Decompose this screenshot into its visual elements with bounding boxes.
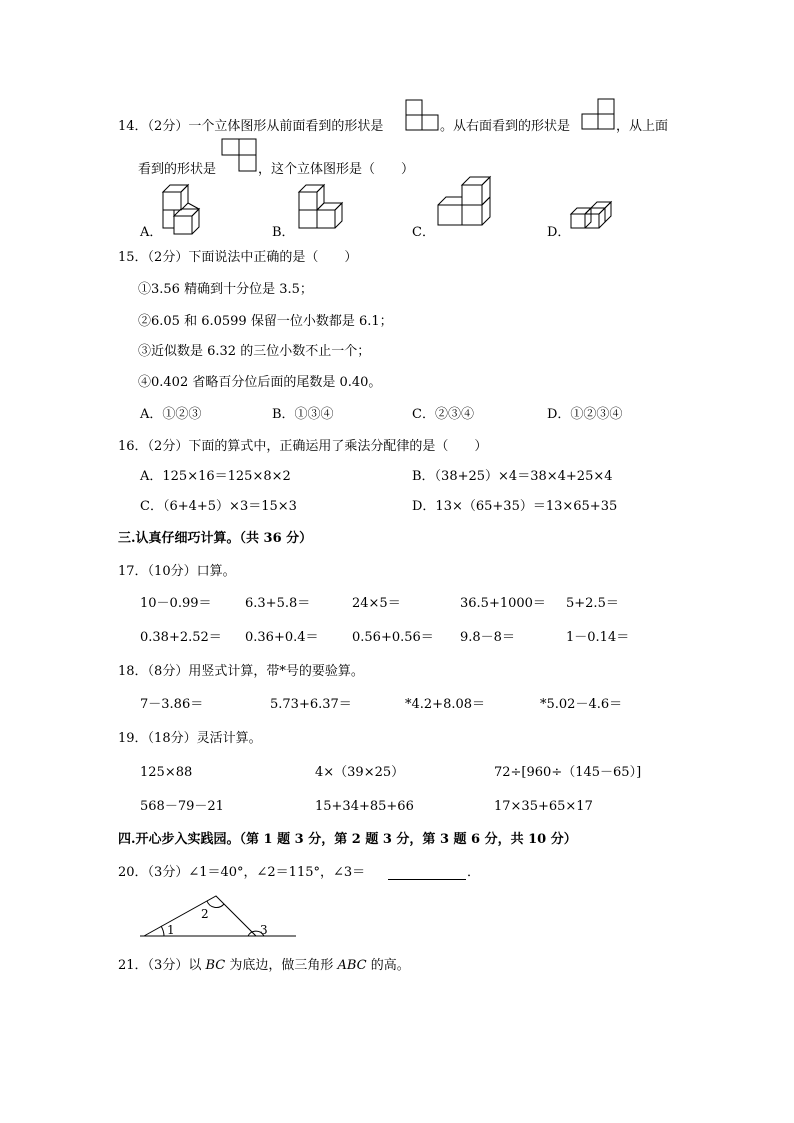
q15-statement-3: ③近似数是 6.32 的三位小数不止一个； <box>138 344 371 359</box>
q21-text-post: 的高。 <box>366 958 410 973</box>
q14-top-view-icon <box>221 138 259 172</box>
q17-item: 0.56+0.56＝ <box>352 630 434 645</box>
q14-option-a-label: A． <box>140 225 163 240</box>
q19-item: 125×88 <box>140 765 193 780</box>
q19-item: 4×（39×25） <box>315 765 405 780</box>
q21-bc-label: BC <box>205 958 226 973</box>
section-3-heading: 三.认真仔细巧计算。（共 36 分） <box>118 531 313 546</box>
q18-item: *4.2+8.08＝ <box>405 697 486 712</box>
q17-item: 1－0.14＝ <box>566 630 630 645</box>
q18-item: 7－3.86＝ <box>140 697 204 712</box>
q17-item: 36.5+1000＝ <box>460 596 546 611</box>
q15-stem: 15．（2分）下面说法中正确的是（ ） <box>118 250 358 265</box>
q14-option-b-label: B． <box>272 225 295 240</box>
q17-item: 24×5＝ <box>352 596 401 611</box>
q20-answer-blank[interactable] <box>388 879 466 880</box>
q18-item: *5.02－4.6＝ <box>540 697 623 712</box>
q21-text-pre: 21．（3分）以 <box>118 958 206 973</box>
q20-stem: 20．（3分）∠1＝40°，∠2＝115°，∠3＝ <box>118 865 366 880</box>
q19-item: 568－79－21 <box>140 799 224 814</box>
q15-option-a: A．①②③ <box>140 407 202 422</box>
q20-angle1-arc <box>161 926 164 936</box>
q14-text-part1: 14．（2分）一个立体图形从前面看到的形状是 <box>118 119 384 134</box>
q15-option-c: C．②③④ <box>412 407 474 422</box>
q19-item: 17×35+65×17 <box>494 799 593 814</box>
q15-statement-2: ②6.05 和 6.0599 保留一位小数都是 6.1； <box>138 314 393 329</box>
q16-option-b: B．（38+25）×4＝38×4+25×4 <box>412 469 613 484</box>
q14-text-part3: ，从上面 <box>616 119 669 134</box>
q17-item: 0.36+0.4＝ <box>245 630 319 645</box>
q17-item: 10－0.99＝ <box>140 596 212 611</box>
q14-right-view-icon <box>581 98 617 131</box>
q15-statement-1: ①3.56 精确到十分位是 3.5； <box>138 282 313 297</box>
q17-item: 5+2.5＝ <box>566 596 619 611</box>
q21-stem <box>118 959 410 972</box>
q19-stem: 19．（18分）灵活计算。 <box>118 731 262 746</box>
q15-option-d: D．①②③④ <box>547 407 623 422</box>
q19-item: 15+34+85+66 <box>315 799 414 814</box>
q14-option-c-cubes-icon <box>436 176 496 238</box>
q20-triangle-sides <box>144 896 256 936</box>
q14-option-d-label: D． <box>547 225 571 240</box>
q16-option-c: C．（6+4+5）×3＝15×3 <box>140 499 297 514</box>
q14-option-b-cubes-icon <box>296 184 356 236</box>
q20-angle-diagram <box>138 892 300 942</box>
section-4-heading: 四.开心步入实践园。（第 1 题 3 分，第 2 题 3 分，第 3 题 6 分，共 10 分） <box>118 832 577 847</box>
q17-item: 0.38+2.52＝ <box>140 630 222 645</box>
q17-stem: 17．（10分）口算。 <box>118 564 236 579</box>
q21-text-mid: 为底边，做三角形 <box>225 958 338 973</box>
q14-text-part2: 。从右面看到的形状是 <box>440 119 571 134</box>
q19-item: 72÷[960÷（145－65）] <box>494 765 642 780</box>
q16-option-a: A．125×16＝125×8×2 <box>140 469 291 484</box>
q17-item: 6.3+5.8＝ <box>245 596 311 611</box>
q16-stem: 16．（2分）下面的算式中，正确运用了乘法分配律的是（ ） <box>118 439 488 454</box>
q21-abc-label: ABC <box>337 958 367 973</box>
q14-option-c-label: C． <box>412 225 435 240</box>
q17-item: 9.8－8＝ <box>460 630 515 645</box>
q20-angle2-label: 2 <box>201 907 209 921</box>
q16-option-d: D．13×（65+35）＝13×65+35 <box>412 499 618 514</box>
q14-option-a-cubes-icon <box>160 184 210 236</box>
q20-angle3-label: 3 <box>260 923 268 937</box>
q18-item: 5.73+6.37＝ <box>270 697 352 712</box>
q18-stem: 18．（8分）用竖式计算，带*号的要验算。 <box>118 664 364 679</box>
q20-angle1-label: 1 <box>167 923 175 937</box>
q15-statement-4: ④0.402 省略百分位后面的尾数是 0.40。 <box>138 375 382 390</box>
q14-text-line2a: 看到的形状是 <box>138 162 217 177</box>
q14-text-line2b: ，这个立体图形是（ ） <box>258 162 415 177</box>
q15-option-b: B．①③④ <box>272 407 334 422</box>
q14-front-view-icon <box>405 99 441 131</box>
q20-stem-end: ． <box>467 865 481 880</box>
q14-option-d-cubes-icon <box>569 200 621 240</box>
